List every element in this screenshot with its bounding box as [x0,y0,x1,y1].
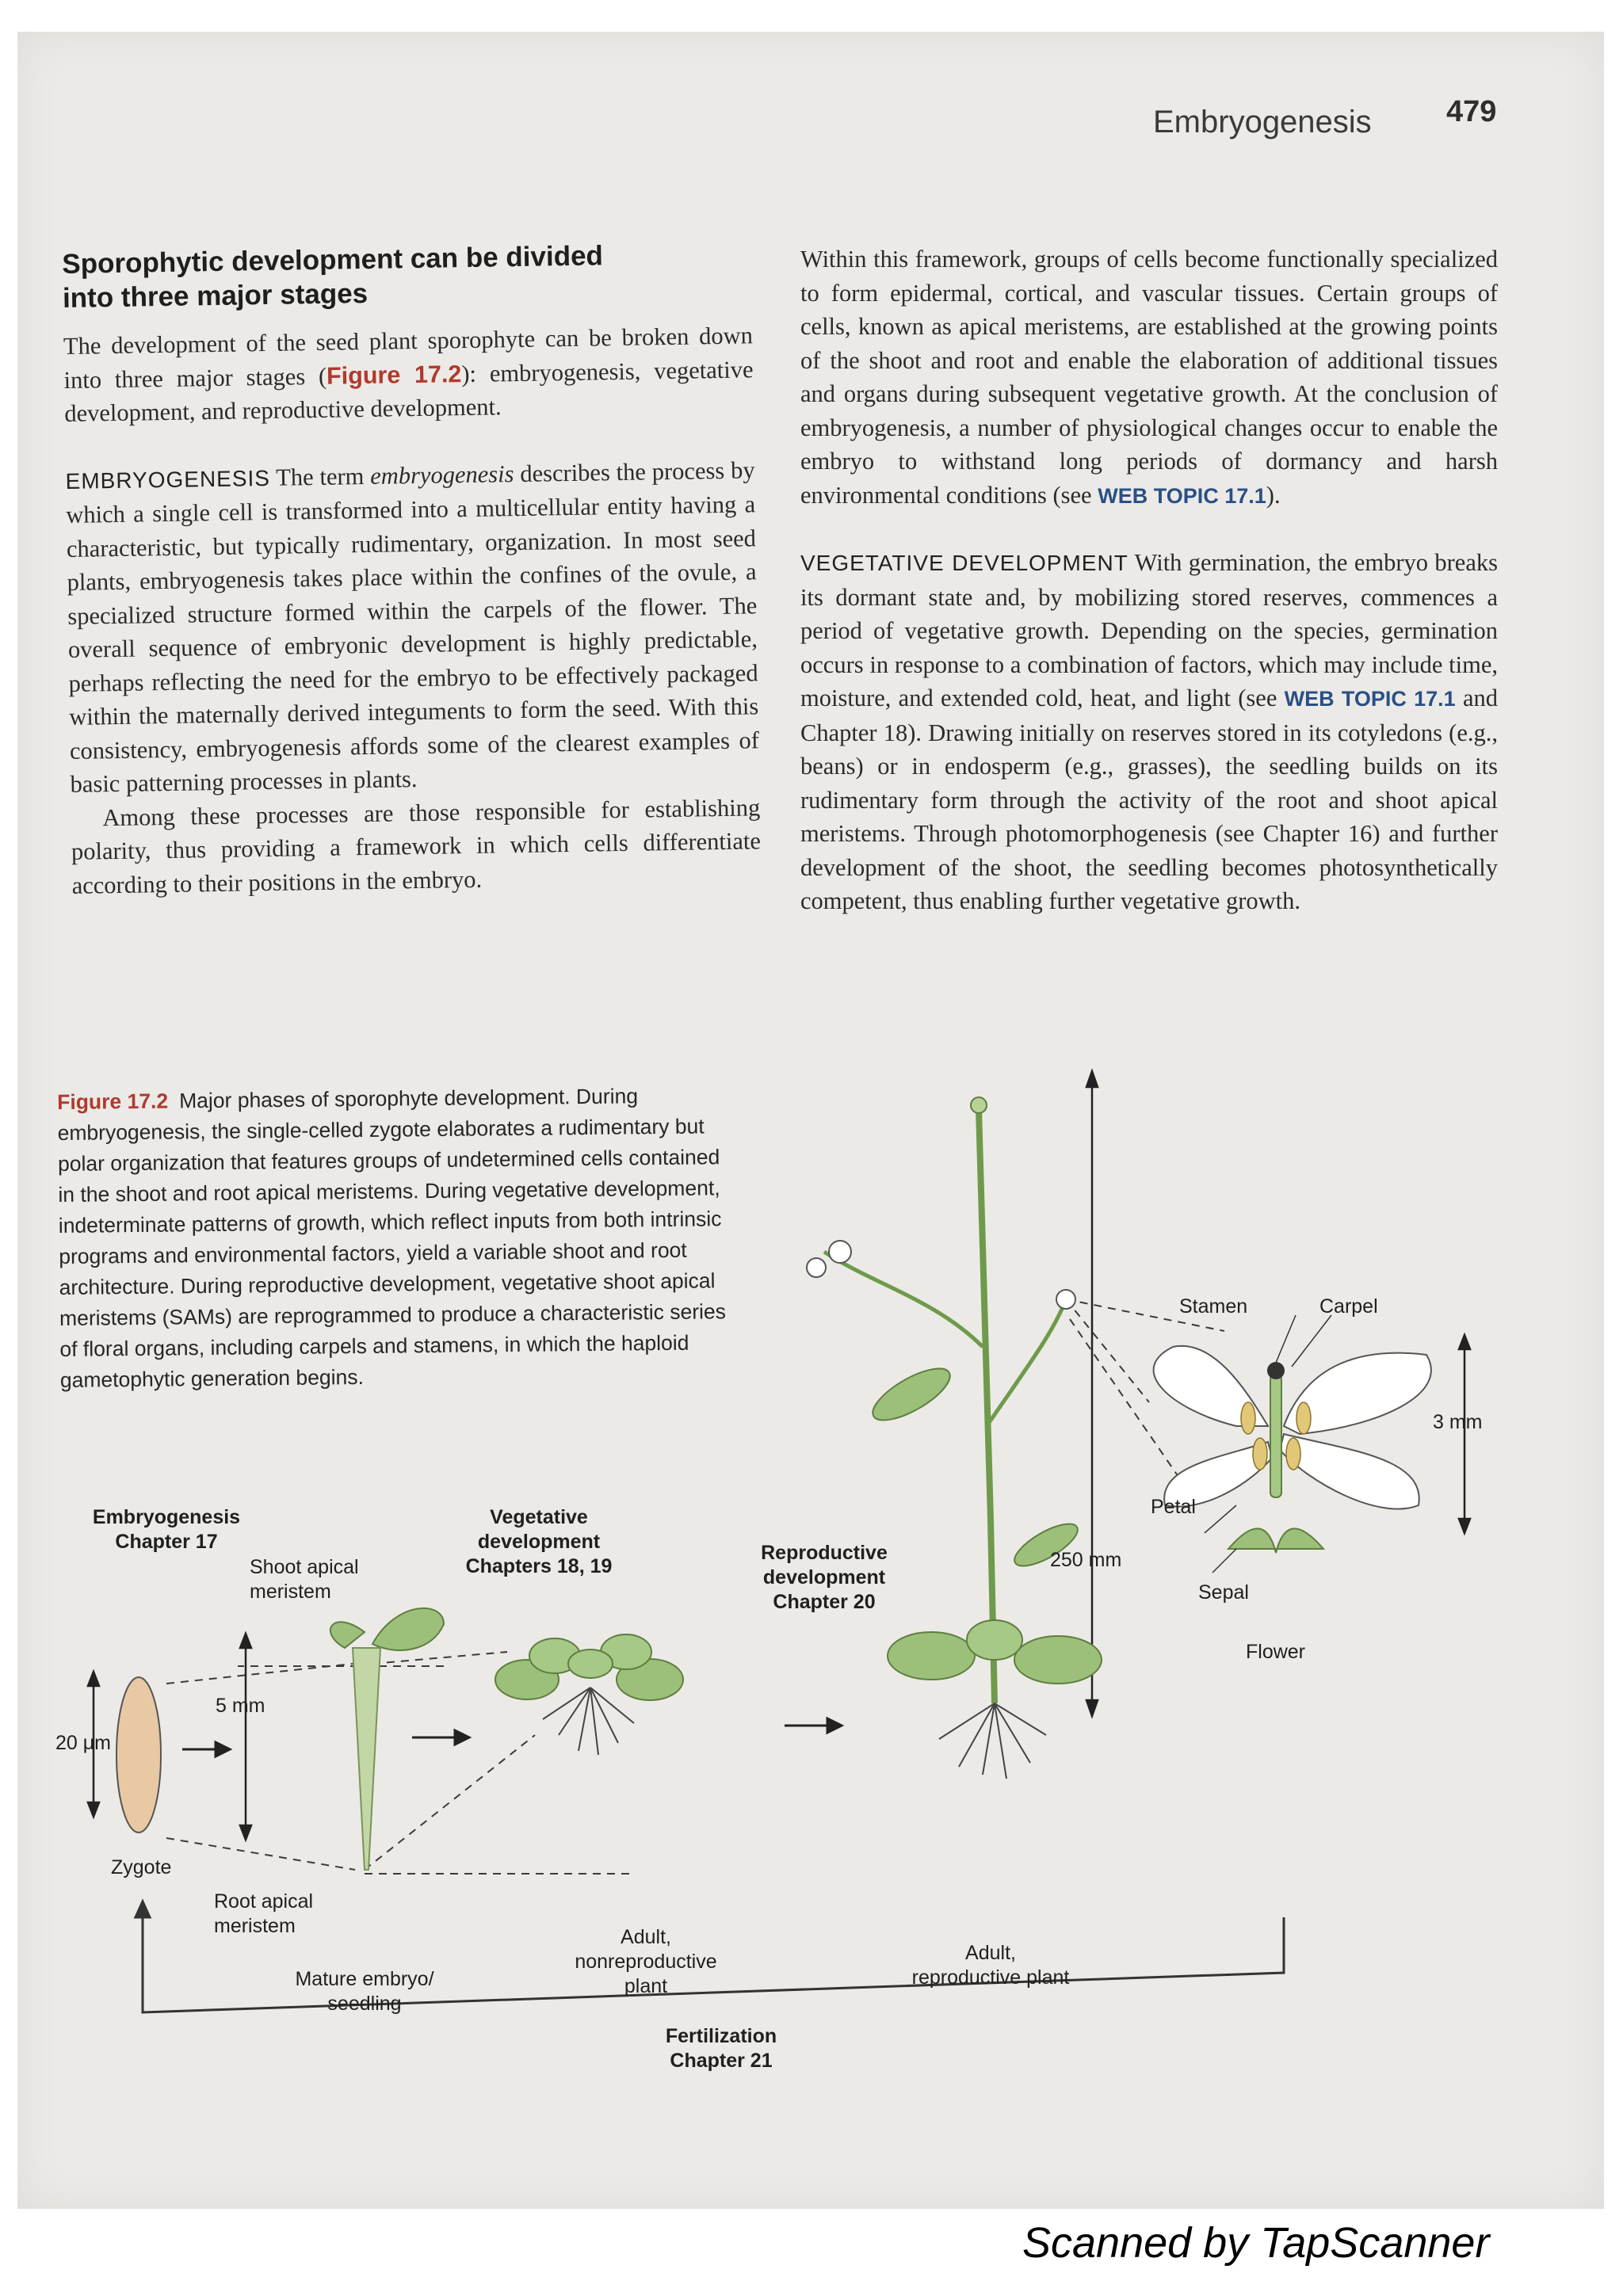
label-scale-3mm: 3 mm [1433,1411,1483,1433]
running-header-chapter: Embryogenesis [1153,105,1372,139]
label-embryogenesis: Embryogenesis Chapter 17 [92,1506,241,1553]
label-carpel: Carpel [1319,1295,1378,1318]
reproductive-plant-drawing [807,1097,1102,1779]
intro-paragraph: The development of the seed plant sporophyte can be broken down into three major stages (Figure 17.2): embryogenesis, vegetative development, and reproductive development. [63,322,754,427]
page-number: 479 [1446,95,1497,128]
label-flower: Flower [1246,1641,1306,1663]
label-vegetative-development: Vegetative development Chapters 18, 19 [465,1506,613,1577]
vegetative-run-in-head: VEGETATIVE DEVELOPMENT [800,551,1128,575]
rosette-plant-drawing [495,1634,683,1755]
section-heading-line2: into three major stages [62,277,369,314]
label-sepal: Sepal [1198,1581,1249,1604]
web-topic-link[interactable]: WEB TOPIC 17.1 [1098,483,1266,508]
figure-caption-text: Major phases of sporophyte development. During embryogenesis, the single-celled zygote elaborates a rudimentary but polar organization that features groups of undetermined cells contained in the shoot and root apical meristems. During vegetative development, indeterminate patterns of growth, which reflect inputs from both intrinsic programs and environmental factors, yield a variable shoot and root architecture. During reproductive development, vegetative shoot apical meristems (SAMs) are reprogrammed to produce a characteristic series of floral organs, including carpels and stamens, in which the haploid gametophytic generation begins. [57,1084,727,1392]
label-stamen: Stamen [1179,1295,1248,1318]
label-petal: Petal [1151,1496,1196,1518]
seedling-drawing [330,1608,444,1870]
label-root-apical-meristem: Root apical meristem [214,1890,314,1937]
framework-paragraph: Within this framework, groups of cells become functionally specialized to form epidermal, cortical, and vascular tissues. Certain groups of cells, known as apical meristems, are established at the growing points of the shoot and root and enable the elaboration of additional tissues and organs during subsequent vegetative growth. At the conclusion of embryogenesis, a number of physiological changes occur to enable the embryo to withstand long periods of dormancy and harsh environmental conditions (see WEB TOPIC 17.1). [800,246,1498,509]
label-scale-250mm: 250 mm [1050,1549,1122,1571]
label-adult-reproductive-plant: Adult, reproductive plant [911,1942,1070,1989]
label-reproductive-development: Reproductive development Chapter 20 [761,1542,888,1613]
scanner-watermark: Scanned by TapScanner [1022,2219,1490,2267]
embryogenesis-run-in-head: EMBRYOGENESIS [65,465,271,494]
label-fertilization: Fertilization Chapter 21 [665,2025,777,2072]
zygote-cell [116,1677,161,1833]
web-topic-link-2[interactable]: WEB TOPIC 17.1 [1284,687,1456,711]
flower-drawing [1154,1315,1431,1573]
polarity-paragraph: Among these processes are those responsible for establishing polarity, thus providing a framework in which cells differentiate according to their positions in the embryo. [71,793,762,899]
figure-reference-link[interactable]: Figure 17.2 [326,360,462,390]
label-shoot-apical-meristem: Shoot apical meristem [250,1556,359,1603]
label-zygote: Zygote [111,1856,172,1878]
section-heading-line1: Sporophytic development can be divided [62,240,604,280]
label-scale-20um: 20 μm [55,1732,111,1754]
embryogenesis-term: embryogenesis [369,460,514,490]
label-adult-nonreproductive-plant: Adult, nonreproductive plant [575,1926,717,1997]
figure-caption-label: Figure 17.2 [57,1089,169,1114]
label-scale-5mm: 5 mm [216,1695,265,1717]
stage-arrows [182,1718,842,1756]
vegetative-paragraph: VEGETATIVE DEVELOPMENT With germination, the embryo breaks its dormant state and, by mobilizing stored reserves, commences a period of vegetative growth. Depending on the species, germination occurs in response to a combination of factors, which may include time, moisture, and extended cold, heat, and light (see WEB TOPIC 17.1 and Chapter 18). Drawing initially on reserves stored in its cotyledons (e.g., beans) or in endosperm (e.g., grasses), the seedling builds on its rudimentary form through the activity of the root and shoot apical meristems. Through photomorphogenesis (see Chapter 16) and further development of the shoot, the seedling becomes photosynthetically competent, thus enabling further vegetative growth. [800,549,1499,914]
embryogenesis-paragraph: EMBRYOGENESIS The term embryogenesis describes the process by which a single cell is transformed into a multicellular entity having a characteristic, but typically rudimentary, organization. In most seed plants, embryogenesis takes place within the confines of the ovule, a specialized structure formed within the carpels of the flower. The overall sequence of embryonic development is highly predictable, perhaps reflecting the need for the embryo to be effectively packaged within the maternally derived integuments to form the seed. With this consistency, embryogenesis affords some of the clearest examples of basic patterning processes in plants. [65,456,760,798]
label-mature-embryo-seedling: Mature embryo/ seedling [295,1968,434,2015]
